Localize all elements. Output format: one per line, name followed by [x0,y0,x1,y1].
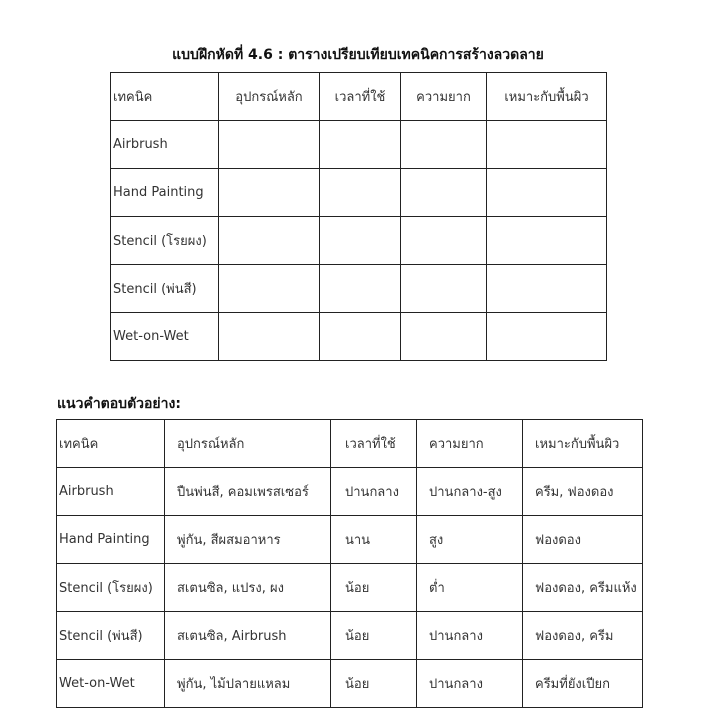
surface-cell: ครีม, ฟองดอง [523,468,643,516]
blank-cell [401,313,487,361]
difficulty-cell: สูง [417,516,523,564]
equipment-cell: ปืนพ่นสี, คอมเพรสเซอร์ [165,468,331,516]
header-difficulty: ความยาก [401,73,487,121]
exercise-row [111,121,607,169]
blank-cell [320,217,401,265]
blank-cell [320,313,401,361]
equipment-cell: พู่กัน, ไม้ปลายแหลม [165,660,331,708]
equipment-cell: พู่กัน, สีผสมอาหาร [165,516,331,564]
technique-cell: Stencil (โรยผง) [111,217,219,265]
blank-cell [401,265,487,313]
surface-cell: ครีมที่ยังเปียก [523,660,643,708]
answer-header-row [57,420,643,468]
header-technique: เทคนิค [111,73,219,121]
blank-cell [320,169,401,217]
answer-row [57,612,643,660]
exercise-row [111,169,607,217]
blank-cell [219,313,320,361]
blank-cell [487,169,607,217]
technique-cell: Stencil (พ่นสี) [57,612,165,660]
answer-row [57,468,643,516]
answer-row [57,516,643,564]
difficulty-cell: ปานกลาง-สูง [417,468,523,516]
time-cell: ปานกลาง [331,468,417,516]
technique-cell: Airbrush [111,121,219,169]
blank-cell [219,169,320,217]
difficulty-cell: ต่ำ [417,564,523,612]
technique-cell: Stencil (โรยผง) [57,564,165,612]
blank-cell [487,265,607,313]
exercise-row [111,217,607,265]
surface-cell: ฟองดอง, ครีม [523,612,643,660]
blank-cell [320,121,401,169]
time-cell: น้อย [331,564,417,612]
blank-cell [487,217,607,265]
technique-cell: Airbrush [57,468,165,516]
technique-cell: Hand Painting [57,516,165,564]
technique-cell: Wet-on-Wet [111,313,219,361]
equipment-cell: สเตนซิล, Airbrush [165,612,331,660]
header-equipment: อุปกรณ์หลัก [219,73,320,121]
exercise-title: แบบฝึกหัดที่ 4.6 : ตารางเปรียบเทียบเทคนิคการสร้างลวดลาย [172,47,544,63]
time-cell: น้อย [331,660,417,708]
exercise-header-row [111,73,607,121]
exercise-table [110,72,607,361]
header-difficulty: ความยาก [417,420,523,468]
difficulty-cell: ปานกลาง [417,660,523,708]
blank-cell [219,121,320,169]
surface-cell: ฟองดอง, ครีมแห้ง [523,564,643,612]
header-technique: เทคนิค [57,420,165,468]
blank-cell [320,265,401,313]
blank-cell [401,169,487,217]
answer-row [57,564,643,612]
technique-cell: Hand Painting [111,169,219,217]
blank-cell [487,313,607,361]
equipment-cell: สเตนซิล, แปรง, ผง [165,564,331,612]
time-cell: นาน [331,516,417,564]
blank-cell [401,217,487,265]
technique-cell: Wet-on-Wet [57,660,165,708]
difficulty-cell: ปานกลาง [417,612,523,660]
header-time: เวลาที่ใช้ [320,73,401,121]
blank-cell [219,217,320,265]
surface-cell: ฟองดอง [523,516,643,564]
answer-row [57,660,643,708]
blank-cell [401,121,487,169]
technique-cell: Stencil (พ่นสี) [111,265,219,313]
exercise-row [111,265,607,313]
exercise-row [111,313,607,361]
answer-table [56,419,643,708]
blank-cell [219,265,320,313]
header-surface: เหมาะกับพื้นผิว [487,73,607,121]
blank-cell [487,121,607,169]
header-equipment: อุปกรณ์หลัก [165,420,331,468]
header-time: เวลาที่ใช้ [331,420,417,468]
answer-heading: แนวคำตอบตัวอย่าง: [57,396,181,412]
time-cell: น้อย [331,612,417,660]
header-surface: เหมาะกับพื้นผิว [523,420,643,468]
